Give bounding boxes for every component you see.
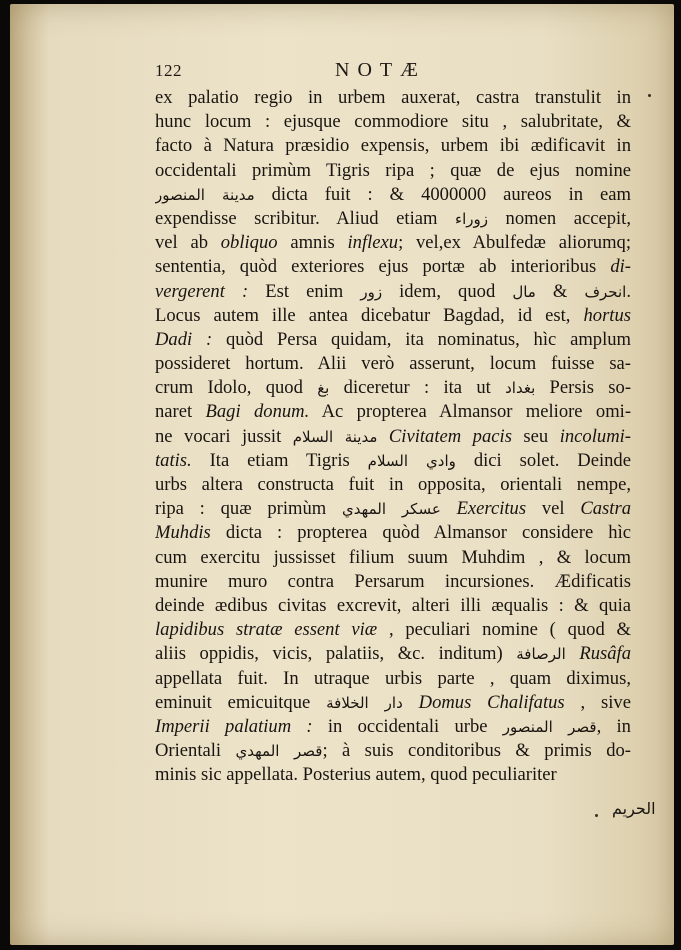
text-segment: dicta fuit : & 4000000 aureos in eam (254, 183, 631, 205)
text-segment (377, 426, 389, 447)
text-segment: ne vocari jussit (155, 425, 293, 447)
text-segment: seu (511, 425, 560, 447)
text-segment: nomen accepit, (487, 207, 631, 229)
italic-phrase: Dadi : (155, 328, 213, 350)
italic-phrase: lapidibus stratæ essent viæ (155, 619, 378, 641)
text-line (155, 304, 631, 328)
text-line (155, 159, 631, 183)
text-segment: . (626, 280, 631, 302)
text-line (155, 594, 631, 618)
text-segment: ; vel,ex Abulfedæ aliorumq; (398, 232, 631, 254)
catchword: الحريم (612, 799, 656, 818)
text-segment: eminuit emicuitque (155, 691, 327, 713)
text-segment (566, 643, 580, 664)
text-line (155, 763, 631, 787)
italic-phrase: incolumi- (559, 425, 631, 447)
italic-phrase: tatis. (155, 449, 192, 471)
text-line (155, 715, 631, 739)
text-line (155, 473, 631, 497)
arabic-term: قصر المهدي (235, 742, 323, 761)
text-line (155, 546, 631, 570)
italic-phrase: vergerent : (155, 280, 249, 302)
text-segment: , peculiari nomine ( quod & (377, 619, 631, 641)
page-number: 122 (155, 61, 182, 80)
text-segment: Locus autem ille antea dicebatur Bagdad, id est, (155, 304, 584, 326)
italic-phrase: di- (610, 256, 631, 278)
text-segment: hunc locum : ejusque commodiore situ , salubritate, & (155, 111, 631, 133)
text-segment: vel ab (155, 232, 221, 254)
text-segment: ; à suis conditoribus & primis do- (322, 740, 631, 762)
text-segment: sententia, quòd exteriores ejus portæ ab interioribus (155, 256, 611, 278)
running-head: NOTÆ (335, 59, 426, 81)
text-segment: occidentali primùm Tigris ripa ; quæ de ejus nomine (155, 159, 631, 181)
text-line (155, 207, 631, 231)
text-segment: munire muro contra Persarum incursiones. Ædificatis (155, 570, 631, 592)
italic-phrase: Castra (580, 498, 631, 520)
arabic-term: الرصافة (516, 645, 566, 664)
arabic-term: وادي السلام (367, 451, 456, 470)
text-segment: appellata fuit. In utraque urbis parte , quam diximus, (155, 667, 631, 689)
arabic-term: عسكر المهدي (342, 500, 441, 519)
arabic-term: زوراء (455, 209, 488, 228)
arabic-term: قصر المنصور (502, 717, 597, 736)
text-segment: Ac propterea Almansor meliore omi- (309, 401, 631, 423)
text-segment: ex palatio regio in urbem auxerat, castra transtulit in (155, 87, 631, 108)
text-segment: urbs altera constructa fuit in opposita, orientali nempe, (155, 474, 631, 495)
text-line (155, 231, 631, 255)
text-line (155, 328, 631, 352)
ink-speck (648, 94, 651, 97)
text-segment: facto à Natura præsidio expensis, urbem ibi ædificavit in (155, 135, 631, 157)
text-segment: Ita etiam Tigris (191, 449, 368, 471)
text-segment (403, 692, 419, 713)
text-line (155, 570, 631, 594)
text-segment: cum exercitu jussisset filium suum Muhdim , & locum (155, 546, 631, 568)
italic-phrase: Civitatem pacis (388, 425, 512, 447)
text-segment: crum Idolo, quod (155, 377, 318, 399)
text-segment: , sive (564, 691, 631, 713)
arabic-term: دار الخلافة (326, 693, 403, 712)
text-line (155, 739, 631, 763)
ink-speck (595, 814, 598, 817)
text-line (155, 255, 631, 279)
italic-phrase: Domus Chalifatus (418, 691, 565, 713)
text-segment: dici solet. Deinde (455, 449, 631, 471)
text-segment: quòd Persa quidam, ita nominatus, hìc amplum (212, 328, 631, 350)
arabic-term: مدينة المنصور (155, 185, 255, 204)
text-line (155, 642, 631, 666)
text-line (155, 134, 631, 158)
italic-phrase: Muhdis (155, 522, 211, 544)
text-line (155, 110, 631, 134)
text-line (155, 86, 631, 110)
text-segment: , in (596, 715, 631, 737)
text-segment: minis sic appellata. Posterius autem, quod peculiariter (155, 764, 557, 786)
page-header (155, 59, 625, 85)
text-segment: & (535, 280, 585, 302)
text-line (155, 667, 631, 691)
italic-phrase: hortus (583, 304, 631, 326)
arabic-term: انحرف (584, 282, 627, 301)
text-line (155, 449, 631, 473)
text-line (155, 352, 631, 376)
text-line (155, 183, 631, 207)
text-line (155, 497, 631, 521)
text-segment: idem, quod (382, 280, 513, 302)
body-text (155, 86, 631, 787)
arabic-term: مال (512, 282, 536, 301)
arabic-term: بغ (317, 379, 330, 398)
italic-phrase: Imperii palatium : (155, 715, 313, 737)
text-segment: vel (526, 498, 581, 520)
book-page (10, 4, 674, 945)
text-line (155, 280, 631, 304)
text-segment: possideret hortum. Alii verò asserunt, locum fuisse sa- (155, 353, 631, 375)
italic-phrase: inflexu (347, 232, 399, 254)
text-line (155, 425, 631, 449)
arabic-term: بغداد (505, 379, 536, 398)
text-segment: Orientali (155, 740, 236, 762)
text-segment: naret (155, 401, 206, 423)
text-line (155, 376, 631, 400)
text-segment (441, 498, 457, 519)
text-segment: amnis (277, 232, 348, 254)
text-segment: Est enim (248, 280, 361, 302)
italic-phrase: obliquo (220, 232, 278, 254)
text-line (155, 618, 631, 642)
italic-phrase: Rusâfa (579, 643, 631, 665)
text-segment: diceretur : ita ut (329, 377, 506, 399)
text-segment: deinde ædibus civitas excrevit, alteri illi æqualis : & quia (155, 594, 631, 616)
text-segment: dicta : propterea quòd Almansor considere hìc (210, 522, 631, 544)
text-segment: expendisse scribitur. Aliud etiam (155, 207, 456, 229)
text-line (155, 400, 631, 424)
text-segment: Persis so- (535, 377, 631, 399)
text-line (155, 691, 631, 715)
italic-phrase: Bagi donum. (205, 401, 310, 423)
arabic-term: زور (360, 282, 383, 301)
text-line (155, 521, 631, 545)
italic-phrase: Exercitus (456, 498, 527, 520)
arabic-term: مدينة السلام (292, 427, 378, 446)
text-segment: in occidentali urbe (312, 715, 503, 737)
text-segment: ripa : quæ primùm (155, 498, 343, 520)
text-segment: aliis oppidis, vicis, palatiis, &c. inditum) (155, 643, 517, 665)
